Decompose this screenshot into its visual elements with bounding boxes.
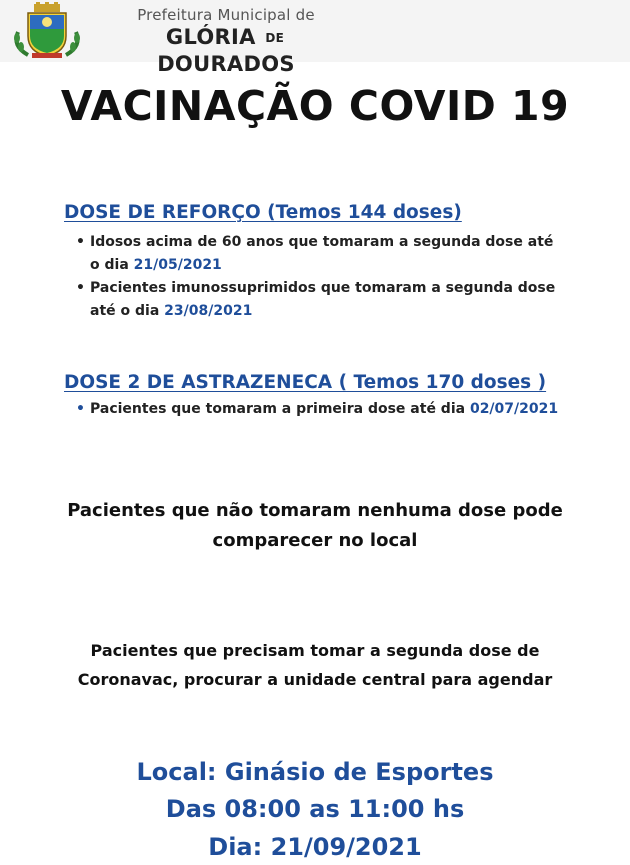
city-name-last: DOURADOS: [157, 52, 295, 76]
unvaccinated-notice: Pacientes que não tomaram nenhuma dose pode comparecer no local: [67, 500, 563, 551]
day-text: Dia: 21/09/2021: [208, 833, 422, 861]
prefecture-label: Prefeitura Municipal de: [137, 6, 315, 24]
municipal-crest-icon: [8, 2, 86, 58]
astrazeneca-dose-heading: DOSE 2 DE ASTRAZENECA ( Temos 170 doses ): [64, 372, 547, 393]
header-title: [96, 6, 356, 77]
list-item: • Pacientes imunossuprimidos que tomaram a segunda dose até o dia 23/08/2021: [76, 277, 596, 323]
page-title: VACINAÇÃO COVID 19: [60, 82, 570, 130]
booster-dose-heading: DOSE DE REFORÇO (Temos 144 doses): [64, 202, 462, 223]
date-value: 21/05/2021: [133, 257, 222, 273]
header-banner: [0, 0, 630, 76]
hours-text: Das 08:00 as 11:00 hs: [165, 795, 465, 823]
city-name: [96, 24, 356, 77]
city-name-de: DE: [265, 31, 285, 45]
city-name-first: GLÓRIA: [165, 25, 256, 49]
date-value: 23/08/2021: [164, 303, 253, 319]
booster-dose-list: [76, 231, 596, 323]
date-value: 02/07/2021: [469, 401, 559, 417]
list-item: • Pacientes que tomaram a primeira dose até dia 02/07/2021: [76, 398, 596, 421]
coronavac-notice: Pacientes que precisam tomar a segunda dose de Coronavac, procurar a unidade central para agendar: [77, 641, 553, 689]
list-item: • Idosos acima de 60 anos que tomaram a segunda dose até o dia 21/05/2021: [76, 231, 596, 277]
location-text: Local: Ginásio de Esportes: [136, 758, 494, 786]
astrazeneca-dose-list: [76, 398, 596, 421]
